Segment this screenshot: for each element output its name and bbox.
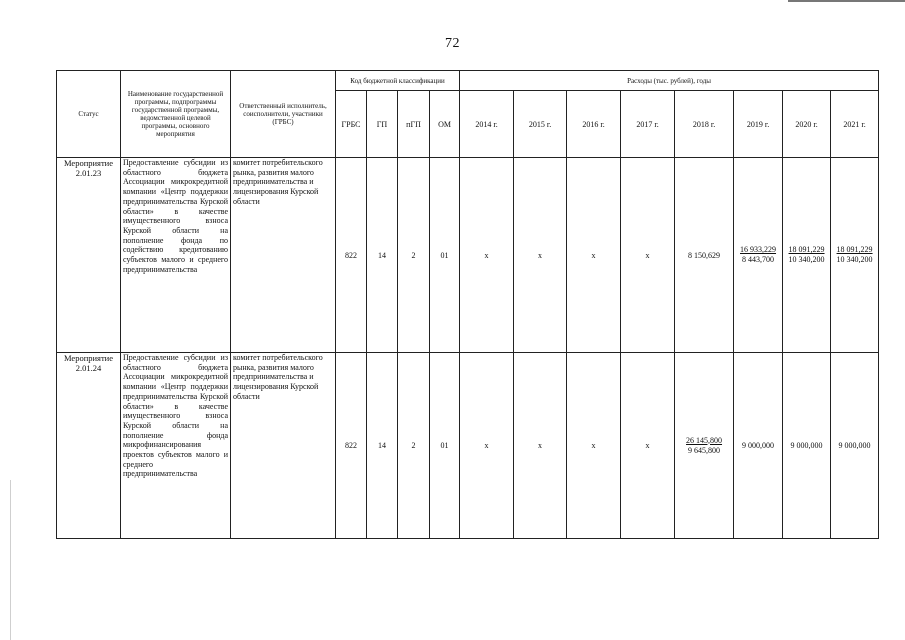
cell-2017: x — [621, 158, 675, 353]
header-year-2016: 2016 г. — [567, 91, 621, 158]
cell-gp: 14 — [367, 158, 398, 353]
two-value-stack — [740, 245, 776, 265]
cell-2019: 9 000,000 — [734, 353, 783, 539]
cell-grbs: 822 — [336, 353, 367, 539]
cell-om: 01 — [430, 353, 460, 539]
two-value-stack — [789, 245, 825, 265]
header-responsible: Ответственный исполнитель, соисполнители, участники (ГРБС) — [231, 71, 336, 158]
header-year-2018: 2018 г. — [675, 91, 734, 158]
cell-2019 — [734, 158, 783, 353]
cell-gp: 14 — [367, 353, 398, 539]
value-top: 16 933,229 — [740, 245, 777, 254]
value-top: 18 091,229 — [788, 245, 825, 254]
row-name: Предоставление субсидии из областного бюджета Ассоциации микрокредитной компании «Центр поддержки предпринимательства Курской области» в качестве имущественного взноса Курской области на пополнение фонда по содействию кредитованию субъектов малого и среднего предпринимательства — [121, 158, 231, 353]
header-status: Статус — [57, 71, 121, 158]
value-top: 26 145,800 — [686, 435, 723, 445]
header-year-2019: 2019 г. — [734, 91, 783, 158]
header-code-group: Код бюджетной классификации — [336, 71, 460, 91]
row-responsible: комитет потребительского рынка, развития малого предпринимательства и лицензирования Курской области — [231, 353, 336, 539]
value-bottom: 9 645,800 — [688, 445, 721, 455]
table-row — [57, 158, 879, 353]
cell-2015: x — [514, 158, 567, 353]
cell-2018: 8 150,629 — [675, 158, 734, 353]
cell-om: 01 — [430, 158, 460, 353]
value-top: 18 091,229 — [836, 245, 873, 254]
page-number: 72 — [445, 36, 460, 51]
page-edge-line — [10, 480, 11, 640]
cell-2021: 9 000,000 — [831, 353, 879, 539]
header-row-top — [57, 71, 879, 91]
header-year-2020: 2020 г. — [783, 91, 831, 158]
header-name: Наименование государственной программы, подпрограммы государственной программы, ведомственной целевой программы, основного мероприятия — [121, 71, 231, 158]
budget-table — [56, 70, 879, 539]
row-responsible: комитет потребительского рынка, развития малого предпринимательства и лицензирования Курской области — [231, 158, 336, 353]
cell-grbs: 822 — [336, 158, 367, 353]
cell-2015: x — [514, 353, 567, 539]
row-status: Мероприятие 2.01.24 — [57, 353, 121, 539]
header-year-2017: 2017 г. — [621, 91, 675, 158]
header-code-om: ОМ — [430, 91, 460, 158]
header-expenses-group: Расходы (тыс. рублей), годы — [460, 71, 879, 91]
value-bottom: 10 340,200 — [788, 255, 825, 264]
two-value-stack — [837, 245, 873, 265]
value-bottom: 8 443,700 — [742, 255, 775, 264]
row-status: Мероприятие 2.01.23 — [57, 158, 121, 353]
cell-2020 — [783, 158, 831, 353]
header-code-gp: ГП — [367, 91, 398, 158]
two-value-stack — [686, 436, 722, 456]
cell-2021 — [831, 158, 879, 353]
cell-2018 — [675, 353, 734, 539]
header-year-2021: 2021 г. — [831, 91, 879, 158]
top-edge-rule — [788, 0, 905, 2]
cell-pgp: 2 — [398, 353, 430, 539]
header-code-grbs: ГРБС — [336, 91, 367, 158]
header-code-pgp: пГП — [398, 91, 430, 158]
table-row — [57, 353, 879, 539]
cell-2014: x — [460, 158, 514, 353]
header-year-2014: 2014 г. — [460, 91, 514, 158]
cell-2014: x — [460, 353, 514, 539]
row-name: Предоставление субсидии из областного бюджета Ассоциации микрокредитной компании «Центр поддержки предпринимательства Курской области» в качестве имущественного взноса Курской области на пополнение фонда микрофинансирования проектов субъектов малого и среднего предпринимательства — [121, 353, 231, 539]
value-bottom: 10 340,200 — [836, 255, 873, 264]
cell-2017: x — [621, 353, 675, 539]
header-year-2015: 2015 г. — [514, 91, 567, 158]
cell-2016: x — [567, 158, 621, 353]
cell-2020: 9 000,000 — [783, 353, 831, 539]
cell-pgp: 2 — [398, 158, 430, 353]
cell-2016: x — [567, 353, 621, 539]
